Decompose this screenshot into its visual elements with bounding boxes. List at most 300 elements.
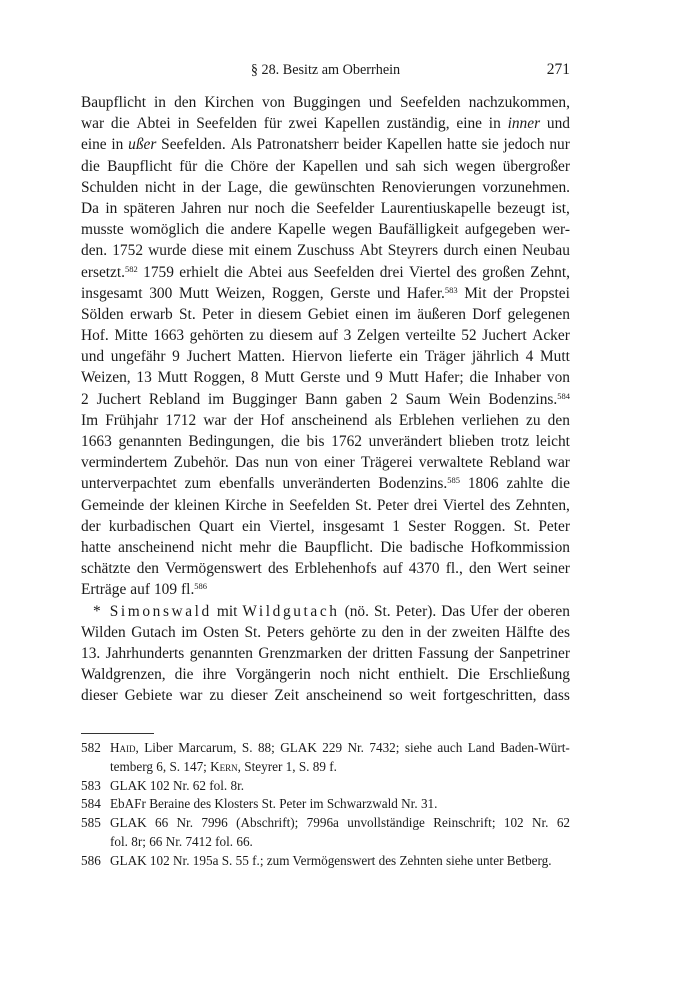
word: war <box>546 454 570 472</box>
text-line <box>81 389 570 410</box>
word: Mutt <box>178 284 209 302</box>
word: Matten. <box>237 348 286 366</box>
word: Seefelder <box>316 199 375 217</box>
word: genannten <box>189 644 253 662</box>
word: und <box>377 284 401 302</box>
word: kurbadischen <box>108 517 191 535</box>
word: dass <box>543 687 570 705</box>
word: seiner <box>533 560 570 578</box>
word: ungefähr <box>110 348 166 366</box>
text-line <box>81 134 570 155</box>
word: Erschließung <box>488 666 570 684</box>
word: anscheinend <box>291 411 368 429</box>
word: von <box>294 454 318 472</box>
word: des <box>267 560 289 578</box>
word: des <box>549 623 570 641</box>
word: die <box>81 157 100 175</box>
word: Juchert <box>96 390 142 408</box>
word: Lage, <box>227 178 263 196</box>
footnote-text: GLAK 66 Nr. 7996 (Abschrift); 7996a unvollständige Reinschrift; 102 Nr. 62 fol. 8r; 66 Nr. 7412 fol. 66. <box>110 815 570 849</box>
word: 109 <box>153 581 178 599</box>
word: war <box>81 115 105 133</box>
word: gewünschten <box>294 178 375 196</box>
word: Wein <box>448 390 481 408</box>
text-line <box>81 156 570 177</box>
word: in <box>488 115 501 133</box>
word: Dorf <box>472 305 502 323</box>
word: des <box>456 263 477 281</box>
word: 1663 <box>153 327 185 345</box>
word: für <box>263 115 282 133</box>
word: Baupflicht <box>81 94 146 111</box>
word: in <box>182 178 195 196</box>
word: hatte <box>81 538 111 556</box>
word: Die <box>380 538 403 556</box>
word: zu <box>526 411 541 429</box>
word: den <box>469 560 492 578</box>
word: einen <box>483 242 517 260</box>
word: Abtei <box>248 263 283 281</box>
word: Im <box>81 411 99 429</box>
word: 1752 <box>112 242 144 260</box>
word: die <box>278 538 298 556</box>
word: in <box>154 94 167 111</box>
word: Schulden <box>81 178 139 196</box>
word: einen <box>355 305 389 323</box>
word: Gutach <box>131 623 176 641</box>
word: Das <box>441 602 466 620</box>
footnote-text: GLAK 102 Nr. 62 fol. 8r. <box>110 777 245 793</box>
word: im <box>208 390 225 408</box>
word: aufgegeben <box>464 221 536 239</box>
word: Träger <box>424 348 466 366</box>
running-title: § 28. Besitz am Oberrhein <box>250 62 401 78</box>
word: der <box>233 411 254 429</box>
word: verwaltete <box>418 454 483 472</box>
word: Hof. <box>81 327 109 345</box>
word: den <box>547 411 570 429</box>
word: hatte <box>446 136 477 154</box>
word: der <box>149 496 170 514</box>
word: Erblehen <box>398 411 455 429</box>
word: Hof <box>260 411 285 429</box>
word: Kapellen <box>386 136 443 154</box>
word: bezeugt <box>497 199 546 217</box>
word: Wert <box>497 560 527 578</box>
text-line <box>81 219 570 240</box>
word: zweiten <box>452 623 500 641</box>
word: Weizen, <box>81 369 131 387</box>
word: Jahren <box>181 199 222 217</box>
footnote <box>81 795 570 814</box>
word: Juchert <box>186 348 232 366</box>
word: unveränderten <box>282 475 371 493</box>
word: Bedingungen, <box>188 433 275 450</box>
word: unverändert <box>368 433 443 450</box>
word: so <box>388 687 403 705</box>
word: Neubau <box>522 242 570 260</box>
word: die <box>223 263 243 281</box>
word: Abt <box>359 242 383 260</box>
word: auf <box>130 581 150 599</box>
word: eine <box>81 136 107 154</box>
word: Mutt <box>388 369 419 387</box>
word: Roggen, <box>271 284 324 302</box>
word: großen <box>482 263 525 281</box>
word: nicht <box>145 178 176 196</box>
word: 1806 <box>467 475 499 493</box>
word: 2 <box>81 390 89 408</box>
word: gehörten <box>189 327 244 345</box>
word: Hafer.$^{583}$ <box>406 284 458 302</box>
word: Abtei <box>136 115 171 133</box>
word: Weizen, <box>215 284 266 302</box>
place-name: Wildgutach <box>242 602 340 620</box>
text-line <box>81 325 570 346</box>
word: 4 <box>525 348 534 366</box>
word: 1 <box>392 517 400 535</box>
word: Hälfte <box>505 623 544 641</box>
word: Roggen, <box>193 369 246 387</box>
word: insgesamt <box>81 284 143 302</box>
word: St. <box>179 305 196 323</box>
word: ersetzt.$^{582}$ <box>81 263 138 281</box>
footnote-number: 582 <box>81 740 101 755</box>
word: Als <box>230 136 252 154</box>
word: vermindertem <box>81 454 168 472</box>
word: Hafer; <box>424 369 464 387</box>
word: 13. <box>81 644 101 662</box>
word: von <box>262 94 286 111</box>
word: in <box>239 305 252 323</box>
word: leicht <box>535 433 570 450</box>
word: Bodenzins.$^{584}$ <box>488 390 570 408</box>
word: erhielt <box>179 263 219 281</box>
word: Mutt <box>157 369 188 387</box>
word: zum <box>184 475 212 493</box>
word: Mutt <box>539 348 570 366</box>
word: im <box>181 623 198 641</box>
word: diese <box>191 242 224 260</box>
footnote <box>81 739 570 777</box>
word: jährlich <box>471 348 519 366</box>
word: schätzte <box>81 560 131 578</box>
word: der <box>503 602 524 620</box>
word: Viertel, <box>268 517 315 535</box>
word: war <box>203 411 227 429</box>
word: fl.$^{586}$ <box>181 581 208 599</box>
word: Zehnt, <box>530 263 570 281</box>
word: Kapellen <box>324 115 380 133</box>
word: beider <box>343 136 382 154</box>
word: und <box>546 115 570 133</box>
word: Zubehör. <box>173 454 229 472</box>
word: Seefelden <box>289 496 350 514</box>
word: Vorgängerin <box>235 666 311 684</box>
word: in <box>271 496 284 514</box>
word: Mitte <box>114 327 148 345</box>
word: Renovierungen <box>381 178 476 196</box>
word: Bann <box>304 390 338 408</box>
word: verliehen <box>461 411 519 429</box>
footnote-ref: 585 <box>447 475 460 486</box>
word: vorzunehmen. <box>482 178 570 196</box>
footnote <box>81 777 570 796</box>
word: wer- <box>542 221 570 239</box>
word: 1712 <box>165 411 197 429</box>
word: Jahrhunderts <box>105 644 185 662</box>
word: Mutt <box>264 369 295 387</box>
word: 9 <box>375 369 383 387</box>
word: 1762 <box>331 433 362 450</box>
word: in <box>177 115 190 133</box>
word: Baupflicht <box>107 157 173 175</box>
word: nachzukommen, <box>468 94 570 111</box>
word: dieser <box>230 687 268 705</box>
word: womöglich <box>130 221 200 239</box>
word: nun <box>265 454 289 472</box>
footnote-number: 586 <box>81 852 101 868</box>
footnote-ref: 582 <box>125 263 138 274</box>
word: zu <box>209 687 224 705</box>
word: Gerste <box>330 284 371 302</box>
word: ebenfalls <box>219 475 275 493</box>
word: Seefelden <box>399 94 461 111</box>
word: andere <box>230 221 272 239</box>
footnote <box>81 852 570 871</box>
word: badische <box>409 538 464 556</box>
word: drei <box>379 263 404 281</box>
text-line <box>81 685 570 706</box>
word: Gerste <box>300 369 341 387</box>
word: bis <box>306 433 325 450</box>
word: Bodenzins.$^{585}$ <box>378 475 460 493</box>
word: ein <box>242 517 261 535</box>
word: wegen <box>331 221 373 239</box>
word: die <box>268 178 288 196</box>
word: wurde <box>148 242 187 260</box>
word: Osten <box>202 623 239 641</box>
word: zu <box>249 327 264 345</box>
word: eine <box>456 115 482 133</box>
footnote-number: 584 <box>81 796 101 812</box>
place-name: * Simonswald <box>93 602 212 620</box>
word: 13 <box>136 369 152 387</box>
word: Baufälligkeit <box>378 221 459 239</box>
text-line <box>81 558 570 579</box>
word: Seefelden. <box>161 136 226 154</box>
text-line <box>81 516 570 537</box>
word: sich <box>423 157 449 175</box>
word: und <box>81 348 105 366</box>
word: Trägerei <box>361 454 413 472</box>
word: Mit <box>464 284 487 302</box>
word: zuständig, <box>386 115 450 133</box>
word: mit <box>228 242 250 260</box>
word: zu <box>361 623 377 641</box>
footnote-number: 583 <box>81 777 101 793</box>
word: Steyrers <box>387 242 439 260</box>
word: Propstei <box>519 284 570 302</box>
word: für <box>179 157 198 175</box>
word: die <box>291 199 310 217</box>
text-line <box>81 113 570 134</box>
word: Gemeinde <box>81 496 145 514</box>
text-line <box>81 177 570 198</box>
word: die <box>204 157 224 175</box>
word: der <box>201 178 221 196</box>
word: Inhaber <box>494 369 542 387</box>
word: den <box>381 623 404 641</box>
word: 9 <box>172 348 180 366</box>
word: Zuschuss <box>297 242 355 260</box>
word: Peter <box>538 517 570 535</box>
word: übergroßer <box>502 157 570 175</box>
word: den. <box>81 242 108 260</box>
footnote-text: GLAK 102 Nr. 195a S. 55 f.; zum Vermögenswert des Zehnten siehe unter Betberg. <box>110 852 552 868</box>
word: Sölden <box>81 305 124 323</box>
word: mehr <box>239 538 272 556</box>
text-line <box>81 410 570 431</box>
word: 300 <box>149 284 173 302</box>
word: Rebland <box>489 454 541 472</box>
word: der <box>81 517 101 535</box>
word: Buggingen <box>293 94 361 111</box>
word: Hiervon <box>291 348 343 366</box>
word: in <box>409 623 422 641</box>
word: drei <box>413 496 438 514</box>
word: Kirche <box>224 496 267 514</box>
word: im <box>394 305 412 323</box>
word: Erträge <box>81 581 127 599</box>
word: wegen <box>455 157 496 175</box>
word: Patronatsherr <box>256 136 339 154</box>
word: gaben <box>345 390 383 408</box>
word: enthielt. <box>398 666 449 684</box>
word: St. <box>513 517 531 535</box>
word: St. <box>354 496 372 514</box>
word: als <box>374 411 392 429</box>
footnotes <box>81 739 570 871</box>
word: St. <box>244 623 262 641</box>
word: Saum <box>405 390 441 408</box>
word: diesem <box>258 305 302 323</box>
word: den <box>136 560 159 578</box>
word: Sester <box>408 517 446 535</box>
word: auf <box>318 327 339 345</box>
text-line <box>81 643 570 664</box>
word: der <box>473 644 494 662</box>
word: Baupflicht. <box>304 538 374 556</box>
text-line <box>81 198 570 219</box>
word: Zeit <box>274 687 300 705</box>
word: genannten <box>118 433 182 450</box>
word: Da <box>81 199 99 217</box>
word: einem <box>254 242 292 260</box>
word: auf <box>382 560 403 578</box>
word: durch <box>443 242 479 260</box>
word: 1663 <box>81 433 112 450</box>
word: Die <box>457 666 480 684</box>
word: weit <box>409 687 437 705</box>
word: mit <box>216 602 238 620</box>
text-line <box>81 601 570 622</box>
word: die <box>174 666 194 684</box>
word: Peter <box>376 496 409 514</box>
word: Ufer <box>470 602 499 620</box>
word: gelegenen <box>507 305 570 323</box>
running-header <box>81 62 570 82</box>
word: aus <box>287 263 309 281</box>
word: und <box>368 94 392 111</box>
word: (nö. <box>344 602 369 620</box>
text-line <box>81 283 570 304</box>
word: Fassung <box>418 644 469 662</box>
word: dieser <box>81 687 118 705</box>
text-line <box>81 664 570 685</box>
footnote-ref: 583 <box>444 284 458 295</box>
word: nur <box>227 199 249 217</box>
text-line <box>81 622 570 643</box>
word: nicht <box>201 538 233 556</box>
word: dritten <box>372 644 413 662</box>
word: noch <box>319 666 350 684</box>
footnote-rule <box>81 733 154 734</box>
word: nicht <box>358 666 390 684</box>
word: in <box>105 199 118 217</box>
word: musste <box>81 221 124 239</box>
word: blieben <box>448 433 495 450</box>
word: Sanpetriner <box>499 644 570 662</box>
word: die <box>110 115 130 133</box>
word: 52 <box>461 327 477 345</box>
body-text <box>81 92 570 706</box>
word: Das <box>235 454 259 472</box>
word: des <box>489 496 511 514</box>
emphasis: ußer <box>128 136 157 154</box>
word: der <box>426 623 447 641</box>
word: war <box>179 687 203 705</box>
word: Seefelden <box>196 115 257 133</box>
text-line <box>81 495 570 516</box>
word: 3 <box>343 327 352 345</box>
word: Gebiet <box>307 305 349 323</box>
text-line <box>81 452 570 473</box>
word: lieferte <box>348 348 393 366</box>
word: Peter <box>201 305 234 323</box>
word: ist, <box>551 199 570 217</box>
word: von <box>546 369 570 387</box>
word: Chöre <box>230 157 269 175</box>
word: nur <box>549 136 570 154</box>
word: 2 <box>389 390 398 408</box>
text-line <box>81 92 570 113</box>
word: noch <box>254 199 285 217</box>
text-line <box>81 431 570 452</box>
word: äußeren <box>417 305 466 323</box>
text-line <box>81 262 570 283</box>
word: erwarb <box>130 305 173 323</box>
word: Waldgrenzen, <box>81 666 166 684</box>
word: zwei <box>288 115 318 133</box>
word: der <box>347 644 368 662</box>
footnote-text: EbAFr Beraine des Klosters St. Peter im Schwarzwald Nr. 31. <box>110 796 438 812</box>
word: Zelgen <box>356 327 400 345</box>
word: verteilte <box>405 327 456 345</box>
word: 8 <box>250 369 259 387</box>
footnote-ref: 586 <box>194 581 208 592</box>
text-line <box>81 579 570 600</box>
